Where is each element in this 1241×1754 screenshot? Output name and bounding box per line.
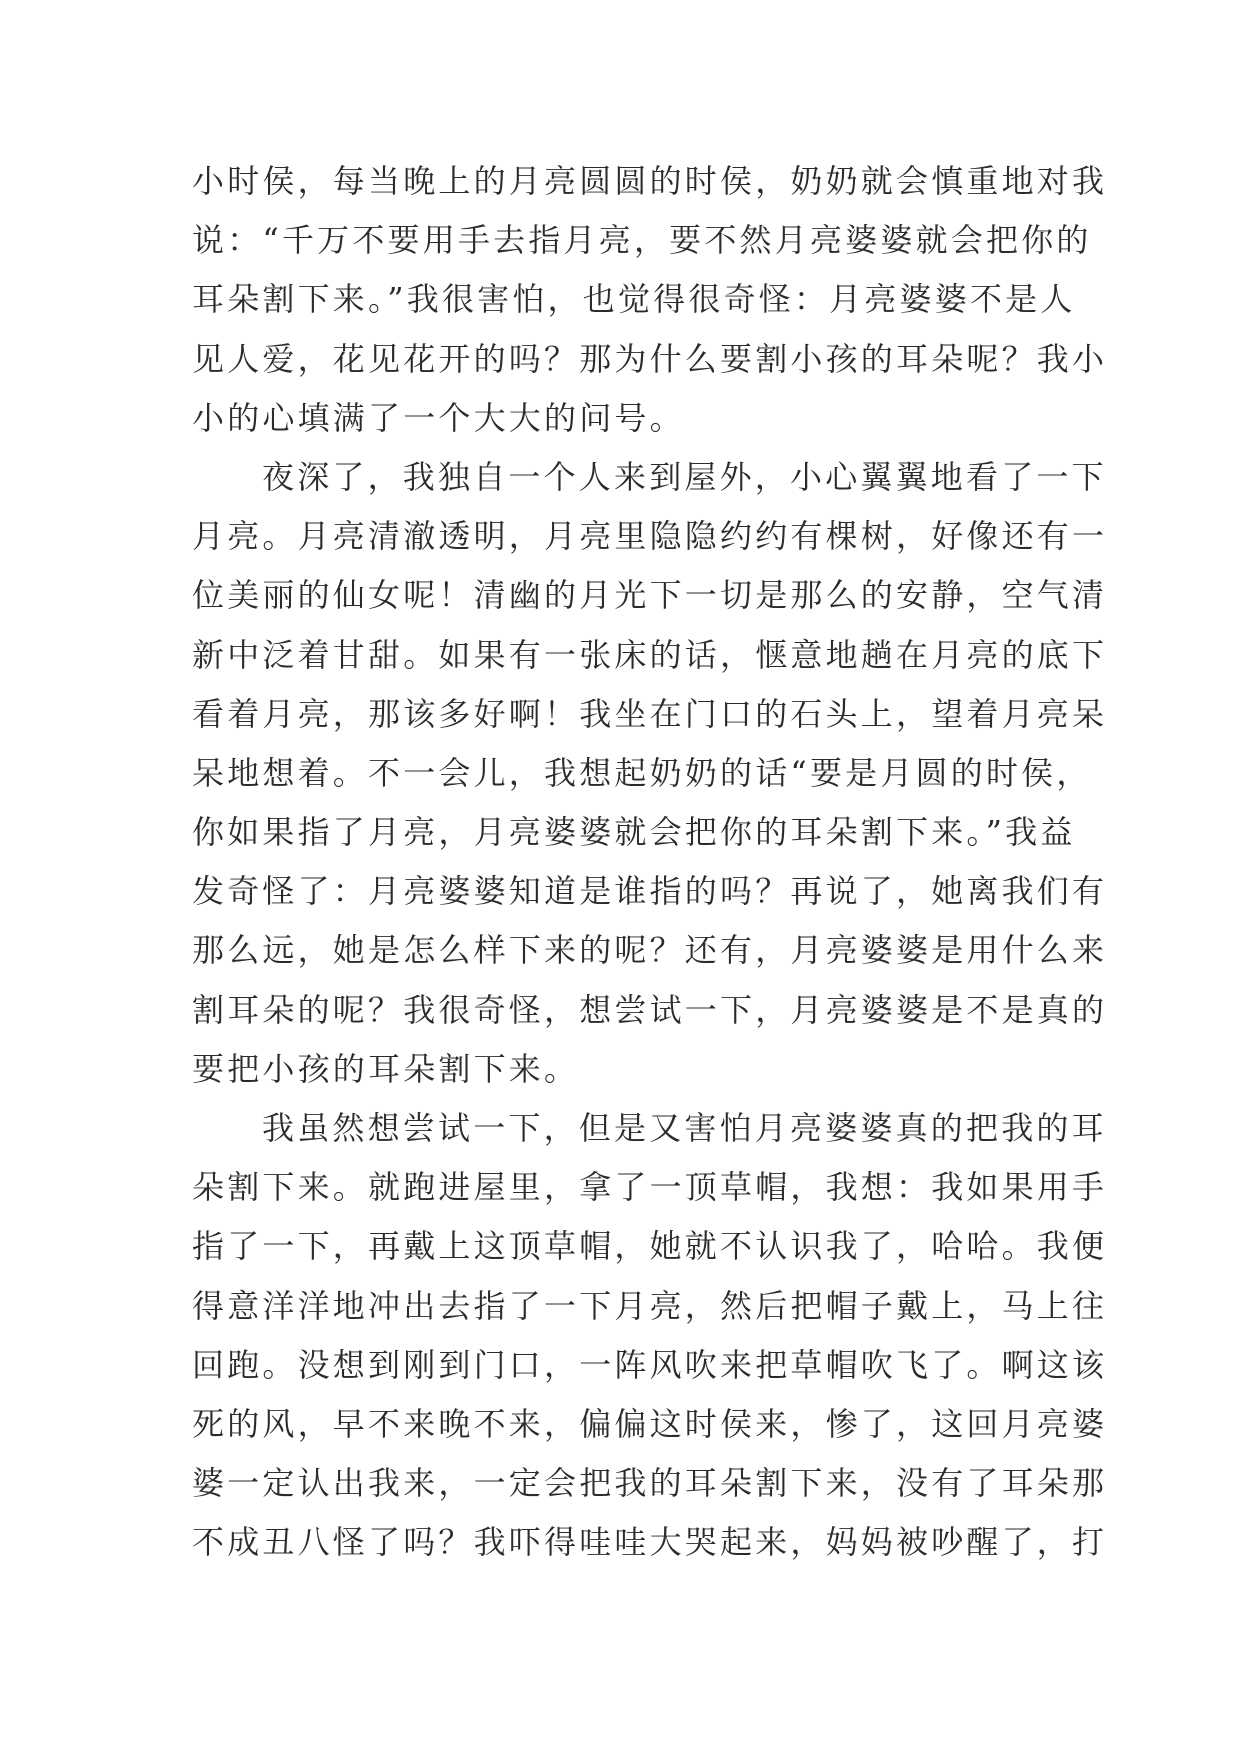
text-line: 我虽然想尝试一下，但是又害怕月亮婆婆真的把我的耳 (262, 1109, 1107, 1147)
text-line: 小时侯，每当晚上的月亮圆圆的时侯，奶奶就会慎重地对我 (192, 162, 1108, 200)
text-line: 呆地想着。不一会儿，我想起奶奶的话“要是月圆的时侯， (192, 753, 1092, 792)
text-line: 夜深了，我独自一个人来到屋外，小心翼翼地看了一下 (262, 457, 1107, 496)
text-line: 新中泛着甘甜。如果有一张床的话，惬意地趟在月亮的底下 (192, 635, 1108, 674)
text-line: 要把小孩的耳朵割下来。 (192, 1049, 580, 1088)
text-line: 割耳朵的呢？我很奇怪，想尝试一下，月亮婆婆是不是真的 (192, 990, 1108, 1029)
text-line: 得意洋洋地冲出去指了一下月亮，然后把帽子戴上，马上往 (192, 1286, 1108, 1325)
story-text (192, 152, 1108, 1573)
text-line: 回跑。没想到刚到门口，一阵风吹来把草帽吹飞了。啊这该 (192, 1345, 1108, 1384)
text-line: 指了一下，再戴上这顶草帽，她就不认识我了，哈哈。我便 (192, 1227, 1108, 1266)
text-line: 看着月亮，那该多好啊！我坐在门口的石头上，望着月亮呆 (192, 694, 1108, 733)
text-line: 朵割下来。就跑进屋里，拿了一顶草帽，我想：我如果用手 (192, 1168, 1108, 1207)
text-line: 小的心填满了一个大大的问号。 (192, 398, 685, 437)
paragraph-3 (192, 1099, 1108, 1573)
text-line: 那么远，她是怎么样下来的呢？还有，月亮婆婆是用什么来 (192, 931, 1108, 970)
text-line: 不成丑八怪了吗？我吓得哇哇大哭起来，妈妈被吵醒了，打 (192, 1523, 1108, 1562)
text-line: 说：“千万不要用手去指月亮，要不然月亮婆婆就会把你的 (192, 221, 1092, 260)
text-line: 发奇怪了：月亮婆婆知道是谁指的吗？再说了，她离我们有 (192, 872, 1108, 911)
paragraph-2 (192, 448, 1108, 1099)
text-line: 位美丽的仙女呢！清幽的月光下一切是那么的安静，空气清 (192, 576, 1108, 615)
text-line: 月亮。月亮清澈透明，月亮里隐隐约约有棵树，好像还有一 (192, 517, 1108, 556)
paragraph-1 (192, 152, 1108, 448)
text-line: 你如果指了月亮，月亮婆婆就会把你的耳朵割下来。”我益 (192, 813, 1076, 852)
text-line: 耳朵割下来。”我很害怕，也觉得很奇怪：月亮婆婆不是人 (192, 280, 1076, 319)
text-line: 婆一定认出我来，一定会把我的耳朵割下来，没有了耳朵那 (192, 1464, 1108, 1503)
text-line: 见人爱，花见花开的吗？那为什么要割小孩的耳朵呢？我小 (192, 339, 1108, 378)
text-line: 死的风，早不来晚不来，偏偏这时侯来，惨了，这回月亮婆 (192, 1404, 1108, 1443)
